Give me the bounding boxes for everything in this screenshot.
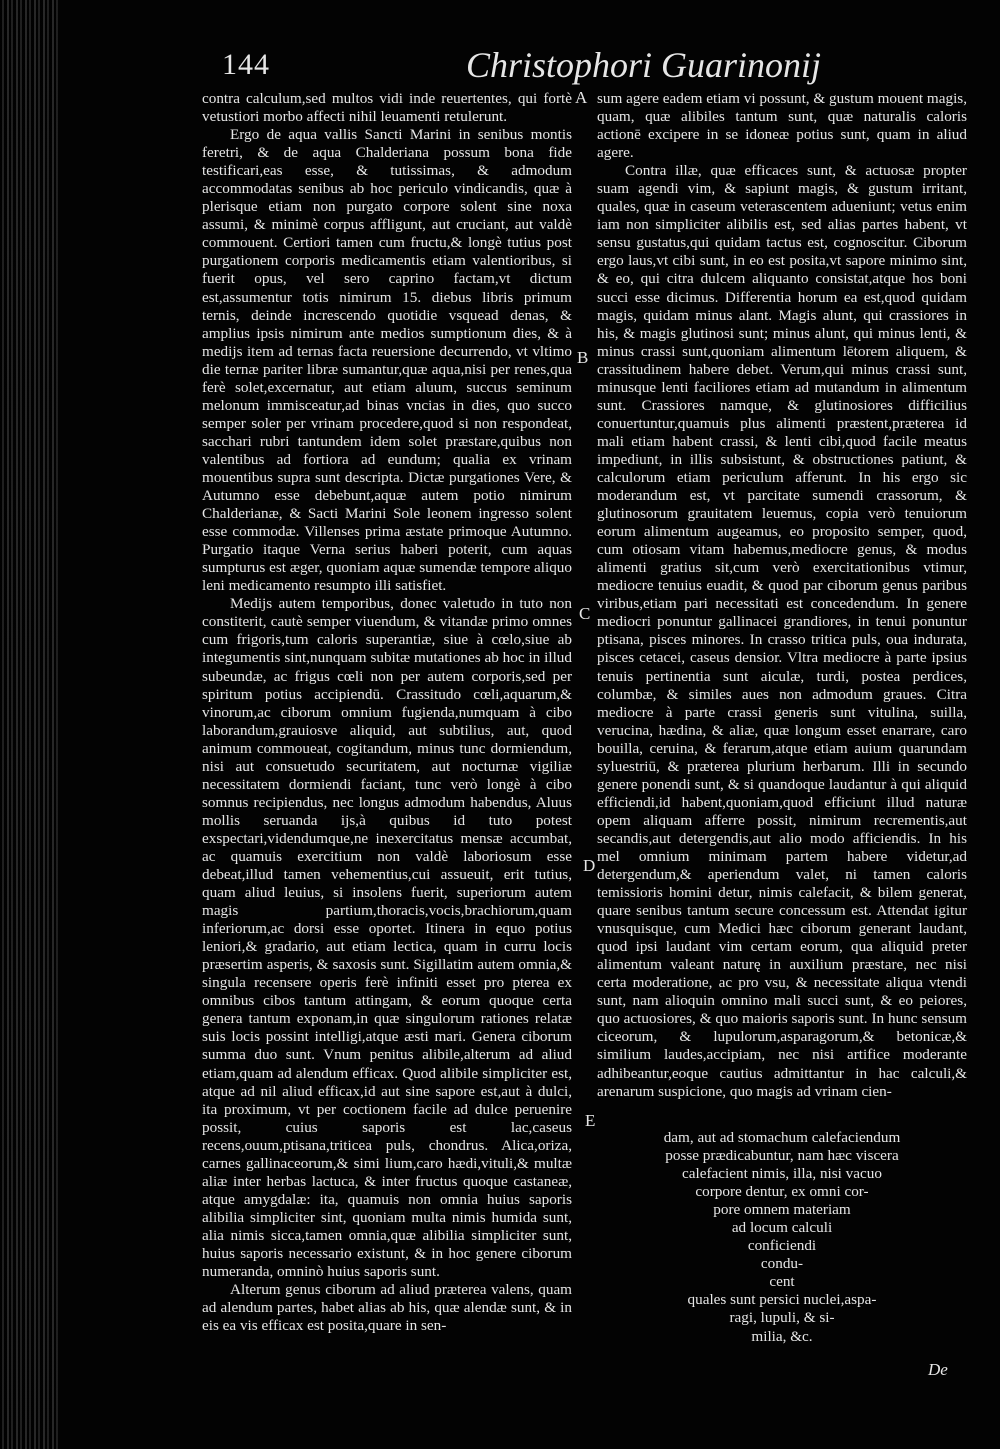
page-gutter-shadow bbox=[0, 0, 58, 1449]
margin-letter: C bbox=[579, 604, 591, 623]
left-column bbox=[202, 90, 572, 1335]
tapered-line: conficiendi bbox=[747, 1237, 817, 1255]
tapered-line: milia, &c. bbox=[751, 1327, 813, 1345]
tapered-line: calefacient nimis, illa, nisi vacuo bbox=[682, 1165, 882, 1183]
tapered-line: condu- bbox=[760, 1255, 804, 1273]
tapered-line: quales sunt persici nuclei,aspa- bbox=[687, 1291, 877, 1309]
paragraph: Alterum genus ciborum ad aliud præterea valens, quam ad alendum partes, habet alias ab his, quæ alendæ sunt, & in eis ea vis efficax est posita,quare in sen- bbox=[202, 1281, 572, 1335]
right-column bbox=[597, 90, 967, 1101]
paragraph: Ergo de aqua vallis Sancti Marini in senibus montis feretri, & de aqua Chalderiana possum bona fide testificari,eas esse, & tutissimas, & admodum accommodatas senibus ab hoc periculo vindicandis, quæ à plerisque etiam non purgato corpore solent sine noxa assumi, & minimè corpus affligunt, aut cruciant, aut valdè commouent. Certiori tamen cum fructu,& longè tutius post purgationem corporis medicamentis etiam valentioribus, si fuerit opus, vel sero caprino factam,vt dictum est,assumentur totis nimirum 15. diebus libris primum ternis, deinde increscendo quotidie vsquead denas, & amplius ipsis nimirum ante medios sumptionum dies, & à medijs item ad ternas facta reuersione decurrendo, vt vltimo die ternæ pariter libræ sumantur,quæ aqua,nisi per renes,qua ferè solet,excernatur, aut etiam aluum, succus seminum melonum immisceatur,ad binas vncias in dies, quo succo semper soler per vrinam procedere,quod si non respondeat, sacchari rubri tantundem idem solet præstare,quibus non valentibus ad fortiora ad eundum; qualia ex vrinam mouentibus supra sunt descripta. Dictæ purgationes Vere, & Autumno esse debebunt,aquæ autem potio nimirum Chalderianæ, & Sacti Marini Sole leonem ingresso solent esse commodæ. Villenses prima æstate primoque Autumno. Purgatio itaque Verna serius haberi poterit, cum aquas sumpturus est æger, quoniam aquæ sumendæ tempore aliquo leni medicamento resumpto illi satisfiet. bbox=[202, 126, 572, 595]
tapered-line: ragi, lupuli, & si- bbox=[729, 1309, 835, 1327]
tapered-line: pore omnem materiam bbox=[713, 1201, 851, 1219]
margin-letter: B bbox=[577, 348, 589, 367]
paragraph: Contra illæ, quæ efficaces sunt, & actuosæ propter suam agendi vim, & sapiunt magis, & gustum irritant, quales, quæ in caseum veterascentem adueniunt; vetus enim iam non simpliciter alibilis est, sed alias partes habent, vt sensu gustatus,qui quidam tactus est, cognoscitur. Ciborum ergo laus,vt cibi sunt, in eo est posita,vt sapore minimo sint, & eo, qui citra dulcem aliquanto consistat,atque hos boni succi esse dicimus. Differentia horum ea est,quod quidam magis, quidam minus alant. Magis alunt, qui crassiores in his, & magis glutinosi sunt; minus alunt, qui minus lenti, & minus crassi sunt,quoniam alimentum lētorem aliquem, & crassitudinem habere debet. Verum,qui minus crassi sunt, minusque lenti faciliores etiam ad mutandum in alimentum sunt. Crassiores namque, & glutinosiores difficilius conuertuntur,quamuis plus alimenti præstent,præterea id mali etiam habent crassi, & lenti cibi,quod facile meatus impediunt, in illis subsistunt, & obstructiones patiunt, & calculorum etiam periculum afferunt. In his ergo sic moderandum est, vt parcitate sumendi crassorum, & glutinosorum grauitatem leuemus, copia verò tenuiorum eorum alimentum augeamus, eo proposito semper, quod, cum otiosam vitam habemus,mediocre genus, & modus alimenti gratius sit,cum verò exercitationibus vtimur, mediocre tenuius euadit, & quod par ciborum genus paribus viribus,etiam pari necessitati est concedendum. In genere mediocri ponuntur gallinacei grandiores, in tenui ponuntur ptisana, pisces minores. In crasso tritica puls, oua indurata, pisces cetacei, caseus densior. Vltra mediocre à parte ipsius tenuis pertinentia sunt aiculæ, turdi, postea perdices, columbæ, & similes aues non admodum graues. Citra mediocre à parte crassi generis sunt vitulina, suilla, verucina, hædina, & aliæ, quæ longum esset enarrare, caro bouilla, ceruina, & ferarum,atque etiam auium quarundam syluestriū, & præterea plurium herbarum. Illi in secundo genere ponendi sunt, & si quandoque laudantur à qui aliquid efficiendi,id habent,quoniam,quod efficiunt illud naturæ opem aliquam afferre possit, nimirum recrementis,aut secandis,aut detergendis,aut alio modo afficiendis. In his mel omnium minimam partem habere videtur,ad detergendum,& aperiendum valet, ni tamen caloris temissioris homini detur, nimis calefacit, & bilem generat, quare senibus tantum secure concessum est. Attendat igitur vnusquisque, cum Medici hæc ciborum generant laudant, quod ipsi laudant vim certam eorum, qua aliquid preter alimentum valeant naturę in auxilium præstare, nec nisi certa moderatione, ac pro vsu, & necessitate aliqua vtendi sunt, nam alioquin omnino mali succi sunt, & eo peiores, quo actuosiores, & quo maioris saporis sunt. In hunc sensum ciceorum, & lupulorum,asparagorum,& betonicæ,& similium laudes,accipiam, nec nisi artifice moderante adhibeantur,eoque cautius admittantur in hac calculi,& arenarum suspicione, quo magis ad vrinam cien- bbox=[597, 162, 967, 1100]
running-head: Christophori Guarinonij bbox=[466, 45, 822, 85]
catchword: De bbox=[928, 1360, 948, 1379]
tapered-line: dam, aut ad stomachum calefaciendum bbox=[663, 1129, 901, 1146]
page-number: 144 bbox=[222, 48, 270, 81]
tapered-line: cent bbox=[769, 1273, 795, 1291]
margin-letter: D bbox=[583, 856, 596, 875]
tapered-line: ad locum calculi bbox=[731, 1219, 833, 1237]
paragraph: contra calculum,sed multos vidi inde reuertentes, qui fortè vetustiori morbo affecti nihil leuamenti retulerunt. bbox=[202, 90, 572, 126]
tapered-line: corpore dentur, ex omni cor- bbox=[695, 1183, 869, 1201]
tapered-text-ending bbox=[597, 1129, 967, 1346]
paragraph: sum agere eadem etiam vi possunt, & gustum mouent magis, quam, quæ alibiles tantum sunt, quæ naturalis caloris actionē excipere in se idoneæ potius sunt, quam in aliud agere. bbox=[597, 90, 967, 162]
margin-letter: A bbox=[575, 88, 588, 107]
paragraph: Medijs autem temporibus, donec valetudo in tuto non constiterit, cautè semper viuendum, & vitandæ primo omnes cum frigoris,tum caloris superantiæ, siue à cœlo,siue ab integumentis sint,nunquam subitæ mutationes ab hoc in illud subeundæ, ac frigus cœli non per autem corporis,sed per spiritum potius accipiendū. Crassitudo cœli,aquarum,& vinorum,ac ciborum omnium fugienda,numquam à cibo laborandum,grauiosve aliquid, aut subtilius, aut, quod animum commoueat, cogitandum, minus tunc dormiendum, nisi aut consuetudo securitatem, aut nocturnæ vigiliæ necessitatem dormiendi faciant, tunc verò longè à cibo somnus recipiendus, nec longus admodum habendus, Aluus mollis seruanda ijs,à quibus id tuto potest exspectari,videndumque,ne inexercitatus mensæ accumbat, ac quamuis exercitium non valdè laboriosum esse debeat,illud tamen vehementius,cui assueuit, erit tutius, quam aliud leuius, si insolens fuerit, superiorum autem magis partium,thoracis,vocis,brachiorum,quam inferiorum,ac dorsi esse oportet. Itinera in equo potius leniori,& gradario, aut etiam lectica, quam in curru locis præsertim asperis, & saxosis sunt. Sigillatim autem omnia,& singula recensere operis ferè infiniti esset pro pterea ex omnibus cibos tantum attingam, & eorum quoque certa genera tantum exponam,in quæ singulorum rationes relatæ suis locis possint intelligi,atque æsti mari. Genera ciborum summa duo sunt. Vnum penitus alibile,alterum ad aliud etiam,quam ad alendum efficax. Quod alibile simpliciter est, atque ad nil aliud efficax,id aut sine sapore est,aut à dulci, ita proximum, vt per coctionem facile ad dulce peruenire possit, cuius saporis est lac,caseus recens,ouum,ptisana,triticea puls, chondrus. Alica,oriza, carnes gallinaceorum,& simi lium,caro hædi,vituli,& multæ aliæ inter herbas lactuca, & inter fructus quoque castaneæ, atque amygdalæ: ita, quamuis non omnia huius saporis alibilia simpliciter sint, quoniam multa nimis humida sunt, alia nimis sicca,tamen omnia,quæ alibilia simpliciter sunt, huius saporis necessario existunt, & in hoc genere ciborum numeranda, omninò huius saporis sunt. bbox=[202, 595, 572, 1281]
tapered-line: posse prædicabuntur, nam hæc viscera bbox=[665, 1147, 899, 1165]
margin-letter: E bbox=[585, 1111, 596, 1130]
